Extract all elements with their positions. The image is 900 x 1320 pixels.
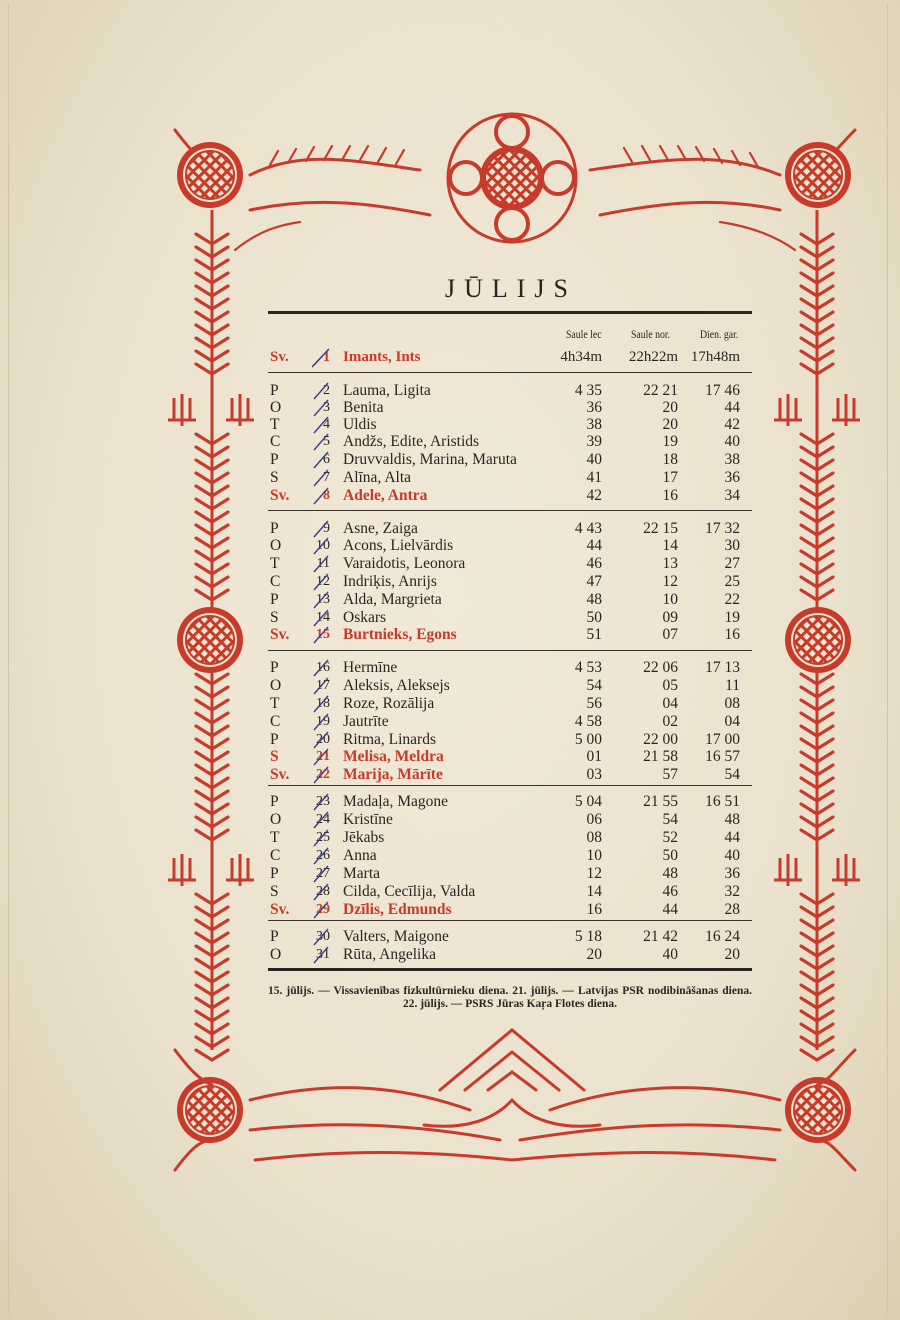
name-day: Indriķis, Anrijs	[343, 573, 437, 590]
name-day: Melisa, Meldra	[343, 748, 444, 765]
bottom-rule	[268, 968, 752, 971]
calendar-row	[268, 713, 752, 730]
calendar-row	[268, 928, 752, 945]
calendar-row	[268, 659, 752, 676]
pen-check-mark	[312, 694, 330, 714]
sunrise-time: 08	[586, 829, 602, 846]
calendar-row	[268, 748, 752, 765]
day-length: 16 51	[705, 793, 740, 810]
pen-check-mark	[312, 882, 330, 902]
week-separator	[268, 785, 752, 786]
sunrise-time: 03	[586, 766, 602, 783]
day-number: 4	[323, 417, 330, 432]
calendar-row	[268, 847, 752, 864]
weekday: P	[270, 382, 279, 399]
pen-check-mark	[312, 864, 330, 884]
calendar-row	[268, 609, 752, 626]
weekday: P	[270, 659, 279, 676]
sunrise-time: 10	[586, 847, 602, 864]
sunset-time: 54	[662, 811, 678, 828]
day-number: 26	[316, 848, 330, 863]
weekday: O	[270, 677, 282, 694]
calendar-row	[268, 382, 752, 399]
day-number: 31	[316, 947, 330, 962]
name-day: Kristīne	[343, 811, 393, 828]
calendar-row	[268, 946, 752, 963]
sunset-time: 13	[662, 555, 678, 572]
calendar-row	[268, 829, 752, 846]
calendar-row	[268, 901, 752, 918]
sunrise-time: 44	[586, 537, 602, 554]
sunrise-time: 54	[586, 677, 602, 694]
sunset-time: 46	[662, 883, 678, 900]
sunrise-time: 5 18	[574, 928, 602, 945]
day-length: 30	[724, 537, 740, 554]
day-number: 29	[316, 902, 330, 917]
weekday: Sv.	[270, 349, 289, 365]
calendar-row	[268, 537, 752, 554]
weekday: S	[270, 883, 279, 900]
pen-check-mark	[312, 572, 330, 592]
day-length: 04	[724, 713, 740, 730]
calendar-row	[268, 433, 752, 450]
sunset-time: 40	[662, 946, 678, 963]
name-day: Varaidotis, Leonora	[343, 555, 466, 572]
sunset-time: 12	[662, 573, 678, 590]
pen-check-mark	[312, 846, 330, 866]
name-day: Marta	[343, 865, 381, 882]
pen-check-mark	[312, 765, 330, 785]
sunset-time: 05	[662, 677, 678, 694]
weekday: T	[270, 829, 280, 846]
day-length: 34	[724, 487, 740, 504]
calendar-row	[268, 520, 752, 537]
sunrise-time: 5 00	[574, 731, 602, 748]
medallion-bottom-right	[785, 1077, 851, 1143]
name-day: Anna	[343, 847, 377, 864]
day-number: 3	[323, 400, 330, 415]
weekday: S	[270, 609, 279, 626]
name-day: Druvvaldis, Marina, Maruta	[343, 451, 517, 468]
weekday: O	[270, 399, 282, 416]
day-number: 12	[316, 574, 330, 589]
title-rule	[268, 311, 752, 314]
weekday: T	[270, 555, 280, 572]
sunrise-time: 39	[586, 433, 602, 450]
sunrise-time: 46	[586, 555, 602, 572]
day-number: 18	[316, 696, 330, 711]
sunrise-time: 01	[586, 748, 602, 765]
name-day: Asne, Zaiga	[343, 520, 418, 537]
footnote: 15. jūlijs. — Vissavienības fizkultūrnieku diena. 21. jūlijs. — Latvijas PSR nodibināšanas diena. 22. jūlijs. — PSRS Jūras Kaŗa Flotes diena.	[268, 985, 752, 1010]
day-length: 44	[724, 399, 740, 416]
sunset-time: 19	[662, 433, 678, 450]
day-number: 22	[316, 767, 330, 782]
name-day: Hermīne	[343, 659, 398, 676]
pen-check-mark	[312, 900, 330, 920]
name-day: Jautrīte	[343, 713, 389, 730]
calendar-row	[268, 469, 752, 486]
medallion-top-right	[785, 142, 851, 208]
weekday: P	[270, 865, 279, 882]
chevron-leaf-icon	[196, 1050, 228, 1060]
sunset-time: 22 00	[643, 731, 678, 748]
day-length: 28	[724, 901, 740, 918]
sunrise-time: 42	[586, 487, 602, 504]
sunset-time: 22 15	[643, 520, 678, 537]
calendar-row	[268, 573, 752, 590]
pen-check-mark	[312, 712, 330, 732]
sunset-time: 02	[662, 713, 678, 730]
sunset-time: 22 06	[643, 659, 678, 676]
day-number: 2	[323, 383, 330, 398]
day-length: 17 00	[705, 731, 740, 748]
sunrise-time: 4h34m	[560, 349, 602, 365]
day-length: 17 32	[705, 520, 740, 537]
weekday: Sv.	[270, 766, 290, 783]
pen-check-mark	[312, 432, 330, 452]
sunrise-time: 40	[586, 451, 602, 468]
weekday: Sv.	[270, 901, 290, 918]
weekday: P	[270, 928, 279, 945]
day-number: 27	[316, 866, 330, 881]
day-length: 16 57	[705, 748, 740, 765]
weekday: T	[270, 416, 280, 433]
weekday: O	[270, 811, 282, 828]
sunrise-time: 4 53	[574, 659, 602, 676]
day-number: 23	[316, 794, 330, 809]
sunset-time: 22h22m	[628, 349, 678, 365]
flower-rosette	[448, 114, 576, 242]
weekday: O	[270, 946, 282, 963]
sunrise-time: 06	[586, 811, 602, 828]
name-day: Marija, Mārīte	[343, 766, 443, 783]
weekday: C	[270, 847, 281, 864]
name-day: Aleksis, Aleksejs	[343, 677, 450, 694]
day-number: 28	[316, 884, 330, 899]
day-length: 40	[724, 433, 740, 450]
day-number: 9	[323, 521, 330, 536]
sunrise-time: 16	[586, 901, 602, 918]
calendar-row	[268, 591, 752, 608]
day-number: 15	[316, 627, 330, 642]
weekday: C	[270, 713, 281, 730]
day-length: 22	[724, 591, 740, 608]
pen-check-mark	[312, 348, 330, 368]
sunset-time: 21 55	[643, 793, 678, 810]
day-length: 36	[724, 865, 740, 882]
day-length: 17h48m	[690, 349, 740, 365]
day-length: 16	[724, 626, 740, 643]
name-day: Lauma, Ligita	[343, 382, 431, 399]
medallion-top-left	[177, 142, 243, 208]
pen-check-mark	[312, 625, 330, 645]
pen-check-mark	[312, 828, 330, 848]
day-length: 17 13	[705, 659, 740, 676]
name-day: Cilda, Cecīlija, Valda	[343, 883, 476, 900]
pen-check-mark	[312, 810, 330, 830]
sunset-time: 21 58	[643, 748, 678, 765]
day-number: 24	[316, 812, 330, 827]
weekday: Sv.	[270, 626, 290, 643]
pen-check-mark	[312, 927, 330, 947]
pen-check-mark	[312, 590, 330, 610]
sunrise-time: 4 43	[574, 520, 602, 537]
calendar-row	[268, 766, 752, 783]
calendar-row	[268, 695, 752, 712]
sunrise-time: 47	[586, 573, 602, 590]
pen-check-mark	[312, 468, 330, 488]
sunset-time: 57	[662, 766, 678, 783]
day-number: 14	[316, 610, 330, 625]
weekday: T	[270, 695, 280, 712]
calendar-row	[268, 677, 752, 694]
name-day: Alīna, Alta	[343, 469, 412, 486]
name-day: Uldis	[343, 416, 377, 433]
day-length: 16 24	[705, 928, 740, 945]
weekday: O	[270, 537, 282, 554]
medallion-bottom-left	[177, 1077, 243, 1143]
day-length: 19	[724, 609, 740, 626]
weekday: P	[270, 451, 279, 468]
name-day: Roze, Rozālija	[343, 695, 435, 712]
bottom-ornament	[175, 1030, 855, 1170]
sunset-time: 48	[662, 865, 678, 882]
day-length: 44	[724, 829, 740, 846]
calendar-row	[268, 451, 752, 468]
sunset-time: 16	[662, 487, 678, 504]
week-separator	[268, 510, 752, 511]
sunrise-time: 4 58	[574, 713, 602, 730]
pen-check-mark	[312, 658, 330, 678]
sunset-time: 18	[662, 451, 678, 468]
header-sunset: Saule nor.	[631, 329, 671, 341]
day-length: 20	[724, 946, 740, 963]
calendar-row	[268, 865, 752, 882]
calendar-row	[268, 883, 752, 900]
weekday: P	[270, 793, 279, 810]
day-number: 8	[323, 488, 330, 503]
sunset-time: 20	[662, 399, 678, 416]
calendar-row	[268, 416, 752, 433]
pen-check-mark	[312, 486, 330, 506]
week-separator	[268, 650, 752, 651]
day-number: 21	[316, 749, 330, 764]
sunset-time: 20	[662, 416, 678, 433]
day-length: 40	[724, 847, 740, 864]
name-day: Jēkabs	[343, 829, 385, 846]
sunrise-time: 48	[586, 591, 602, 608]
name-day: Alda, Margrieta	[343, 591, 442, 608]
day-number: 19	[316, 714, 330, 729]
day-number: 20	[316, 732, 330, 747]
day-number: 5	[323, 434, 330, 449]
calendar-row	[268, 731, 752, 748]
calendar-row	[268, 487, 752, 504]
day-number: 6	[323, 452, 330, 467]
calendar-row	[268, 811, 752, 828]
day-length: 11	[725, 677, 740, 694]
day-length: 27	[724, 555, 740, 572]
day-length: 38	[724, 451, 740, 468]
pen-check-mark	[312, 676, 330, 696]
name-day: Ritma, Linards	[343, 731, 436, 748]
day-number: 16	[316, 660, 330, 675]
calendar-row	[268, 349, 752, 366]
sunrise-time: 4 35	[574, 382, 602, 399]
weekday: P	[270, 731, 279, 748]
sunset-time: 09	[662, 609, 678, 626]
sunrise-time: 56	[586, 695, 602, 712]
sunrise-time: 50	[586, 609, 602, 626]
sunset-time: 14	[662, 537, 678, 554]
chevron-leaf-icon	[801, 1050, 833, 1060]
day-number: 30	[316, 929, 330, 944]
day-length: 54	[724, 766, 740, 783]
day-length: 42	[724, 416, 740, 433]
weekday: C	[270, 433, 281, 450]
sunrise-time: 38	[586, 416, 602, 433]
sunrise-time: 14	[586, 883, 602, 900]
day-number: 17	[316, 678, 330, 693]
sunrise-time: 41	[586, 469, 602, 486]
header-day-length: Dien. gar.	[700, 329, 739, 341]
week-separator	[268, 920, 752, 921]
header-sunrise: Saule lec	[566, 329, 602, 341]
pen-check-mark	[312, 554, 330, 574]
name-day: Andžs, Edite, Aristids	[343, 433, 480, 450]
calendar-row	[268, 555, 752, 572]
day-number: 10	[316, 538, 330, 553]
weekday: C	[270, 573, 281, 590]
name-day: Benita	[343, 399, 384, 416]
sunset-time: 10	[662, 591, 678, 608]
name-day: Dzīlis, Edmunds	[343, 901, 452, 918]
day-length: 48	[724, 811, 740, 828]
pen-check-mark	[312, 747, 330, 767]
weekday: P	[270, 520, 279, 537]
sunset-time: 07	[662, 626, 678, 643]
calendar-row	[268, 626, 752, 643]
day-length: 25	[724, 573, 740, 590]
sunset-time: 21 42	[643, 928, 678, 945]
sunrise-time: 20	[586, 946, 602, 963]
calendar-row	[268, 793, 752, 810]
sunset-time: 04	[662, 695, 678, 712]
sunrise-time: 12	[586, 865, 602, 882]
name-day: Burtnieks, Egons	[343, 626, 457, 643]
sunrise-time: 5 04	[574, 793, 602, 810]
weekday: P	[270, 591, 279, 608]
weekday: Sv.	[270, 487, 290, 504]
pen-check-mark	[312, 945, 330, 965]
week-separator	[268, 372, 752, 373]
medallion-mid-right	[785, 607, 851, 673]
name-day: Valters, Maigone	[343, 928, 449, 945]
sunset-time: 52	[662, 829, 678, 846]
day-number: 1	[323, 350, 330, 365]
name-day: Oskars	[343, 609, 387, 626]
sunrise-time: 36	[586, 399, 602, 416]
sunrise-time: 51	[586, 626, 602, 643]
day-length: 17 46	[705, 382, 740, 399]
day-length: 32	[724, 883, 740, 900]
medallion-mid-left	[177, 607, 243, 673]
weekday: S	[270, 469, 279, 486]
pen-check-mark	[312, 536, 330, 556]
weekday: S	[270, 748, 279, 765]
calendar-row	[268, 399, 752, 416]
sunset-time: 50	[662, 847, 678, 864]
name-day: Adele, Antra	[343, 487, 428, 504]
day-number: 25	[316, 830, 330, 845]
name-day: Acons, Lielvārdis	[343, 537, 454, 554]
name-day: Rūta, Angelika	[343, 946, 436, 963]
name-day: Madaļa, Magone	[343, 793, 449, 810]
pen-check-mark	[312, 450, 330, 470]
day-number: 13	[316, 592, 330, 607]
day-number: 7	[323, 470, 330, 485]
day-length: 36	[724, 469, 740, 486]
day-length: 08	[724, 695, 740, 712]
sunset-time: 44	[662, 901, 678, 918]
pen-check-mark	[312, 792, 330, 812]
sunset-time: 17	[662, 469, 678, 486]
month-title: JŪLIJS	[444, 274, 577, 303]
sunset-time: 22 21	[643, 382, 678, 399]
name-day: Imants, Ints	[343, 349, 421, 365]
day-number: 11	[316, 556, 330, 571]
